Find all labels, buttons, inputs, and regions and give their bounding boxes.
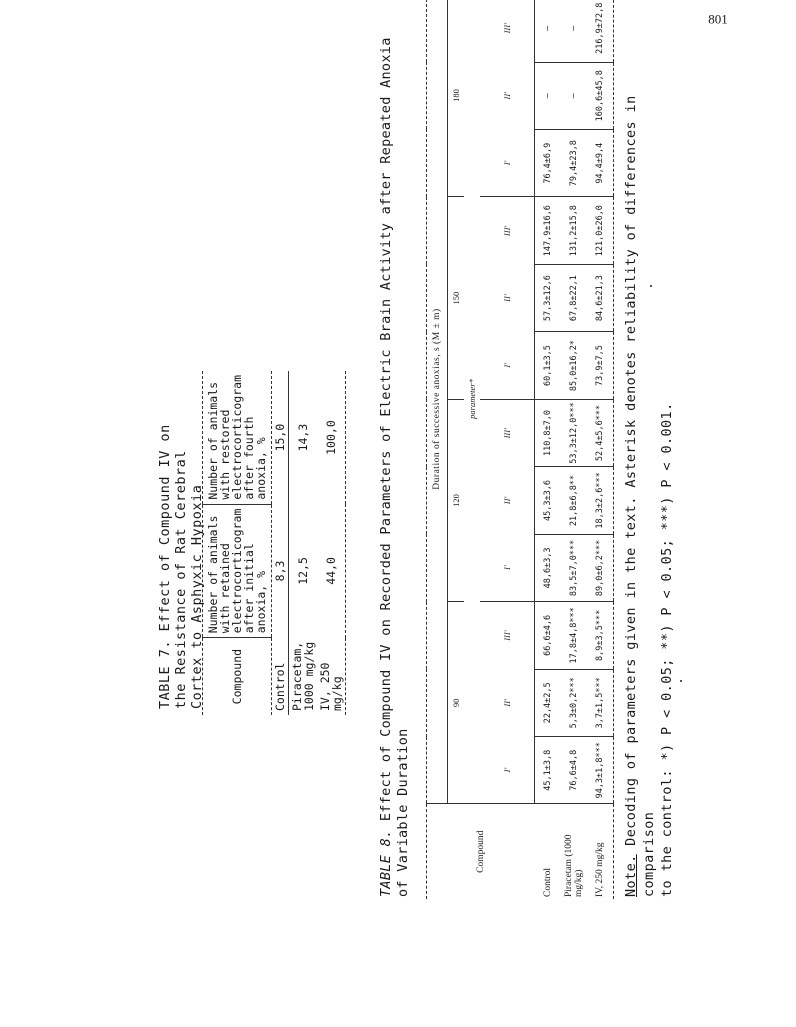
table8-cell-value: 110,8±7,0 [535, 399, 562, 466]
scan-speck [650, 285, 652, 287]
table8-param-header: III' [480, 0, 535, 62]
table7-caption: TABLE 7. Effect of Compound IV on the Resistance of Rat Cerebral Cortex to Asphyxic Hypoxia [157, 424, 205, 709]
table8-cell-value: 66,6±4,6 [535, 602, 562, 669]
table8-duration-120: 120 [448, 399, 465, 601]
table8 [426, 0, 614, 899]
table7-cell-initial: 12,5 [289, 504, 318, 638]
table7-cell-initial: 44,0 [317, 504, 346, 638]
table8-cell-value: 216,9±72,8 [587, 0, 614, 62]
table8-cell-value: 45,3±3,6 [535, 467, 562, 534]
table8-cell-compound: Piracetam (1000 mg/kg) [561, 804, 587, 899]
table8-duration-90: 90 [448, 602, 465, 804]
table-row [561, 0, 587, 899]
table-note [622, 57, 676, 897]
table8-param-header: I' [480, 737, 535, 804]
table8-cell-value: 52,4±5,6*** [587, 399, 614, 466]
table7-header-fourth: Number of animals with restored electrocorticogram after fourth anoxia, % [206, 375, 268, 500]
table8-caption-text: Effect of Compound IV on Recorded Parameters of Electric Brain Activity after Repeated Anoxia of Variable Duration [378, 37, 411, 897]
table8-cell-value: 67,8±22,1 [561, 264, 587, 331]
table7-cell-compound: Piracetam, 1000 mg/kg [289, 638, 318, 715]
note-line2: to the control: *) P < 0.05; **) P < 0.05; ***) P < 0.001. [659, 402, 675, 897]
table8-cell-value: 84,6±21,3 [587, 264, 614, 331]
table7-cell-fourth: 100,0 [317, 371, 346, 504]
table8-cell-compound: IV, 250 mg/kg [587, 804, 614, 899]
table8-cell-value: 17,8±4,8*** [561, 602, 587, 669]
table8-param-header: II' [480, 264, 535, 331]
table8-duration-150: 150 [448, 197, 465, 399]
page-number: 801 [708, 11, 728, 27]
table8-cell-value: 94,3±1,8*** [587, 737, 614, 804]
table7-cell-compound: Control [273, 662, 287, 711]
table8-cell-value: 131,2±15,8 [561, 197, 587, 264]
table7-header-compound: Compound [203, 638, 272, 715]
table7 [202, 371, 346, 715]
table8-param-header: I' [480, 332, 535, 399]
table7-cell-fourth: 15,0 [273, 423, 287, 452]
table8-duration-180: 180 [448, 0, 465, 197]
table8-param-header: II' [480, 62, 535, 129]
table-row [587, 0, 614, 899]
table-row [535, 0, 562, 899]
table8-header-parameter: parameter* [467, 379, 477, 419]
table7-cell-fourth: 14,3 [289, 371, 318, 504]
table8-caption [378, 37, 412, 897]
table7-cell-compound: IV, 250 mg/kg [317, 638, 346, 715]
table8-cell-value: 76,6±4,8 [561, 737, 587, 804]
table8-cell-value: — [535, 0, 562, 62]
table8-cell-value: 45,1±3,8 [535, 737, 562, 804]
table8-cell-value: 53,3±12,0*** [561, 399, 587, 466]
table8-cell-value: 5,3±0,2*** [561, 669, 587, 736]
table8-cell-value: 83,5±7,0*** [561, 534, 587, 601]
table8-cell-value: 3,7±1,5*** [587, 669, 614, 736]
table8-cell-value: 57,3±12,6 [535, 264, 562, 331]
table8-cell-value: 22,4±2,5 [535, 669, 562, 736]
table8-param-header: II' [480, 669, 535, 736]
table8-cell-value: 79,4±23,8 [561, 129, 587, 196]
table8-cell-value: 18,3±2,6*** [587, 467, 614, 534]
table8-param-header: III' [480, 602, 535, 669]
table8-cell-value: 8,9±3,5*** [587, 602, 614, 669]
table8-cell-value: 160,6±45,8 [587, 62, 614, 129]
table8-cell-value: — [535, 62, 562, 129]
table-row [317, 371, 346, 715]
table-row [272, 371, 289, 715]
table8-param-header: III' [480, 399, 535, 466]
note-label: Note. [623, 854, 639, 897]
table8-cell-value: 147,9±16,6 [535, 197, 562, 264]
table8-caption-label: TABLE 8. [378, 829, 394, 897]
scan-speck [680, 680, 682, 682]
table8-cell-value: 121,0±26,0 [587, 197, 614, 264]
table8-cell-value: 89,0±6,2*** [587, 534, 614, 601]
table8-param-header: III' [480, 197, 535, 264]
table8-cell-value: 21,8±6,8** [561, 467, 587, 534]
table8-header-duration: Duration of successive anoxias, s (M ± m) [427, 0, 448, 804]
table-row [289, 371, 318, 715]
table8-param-header: I' [480, 534, 535, 601]
table8-header-compound: Compound [427, 804, 535, 899]
table8-cell-value: 48,6±3,3 [535, 534, 562, 601]
table8-param-header: I' [480, 129, 535, 196]
table8-cell-value: 76,4±6,9 [535, 129, 562, 196]
table8-param-header: II' [480, 467, 535, 534]
note-line1: Decoding of parameters given in the text. Asterisk denotes reliability of differences in comparison [623, 95, 657, 897]
table8-cell-value: 73,9±7,5 [587, 332, 614, 399]
table8-cell-value: 94,4±9,4 [587, 129, 614, 196]
table7-cell-initial: 8,3 [273, 560, 287, 582]
table8-cell-value: 60,1±3,5 [535, 332, 562, 399]
table8-cell-value: — [561, 62, 587, 129]
table8-cell-value: — [561, 0, 587, 62]
table7-header-initial: Number of animals with retained electrocorticogram after initial anoxia, % [203, 504, 272, 638]
table8-cell-value: 85,0±16,2* [561, 332, 587, 399]
table8-cell-compound: Control [535, 804, 562, 899]
